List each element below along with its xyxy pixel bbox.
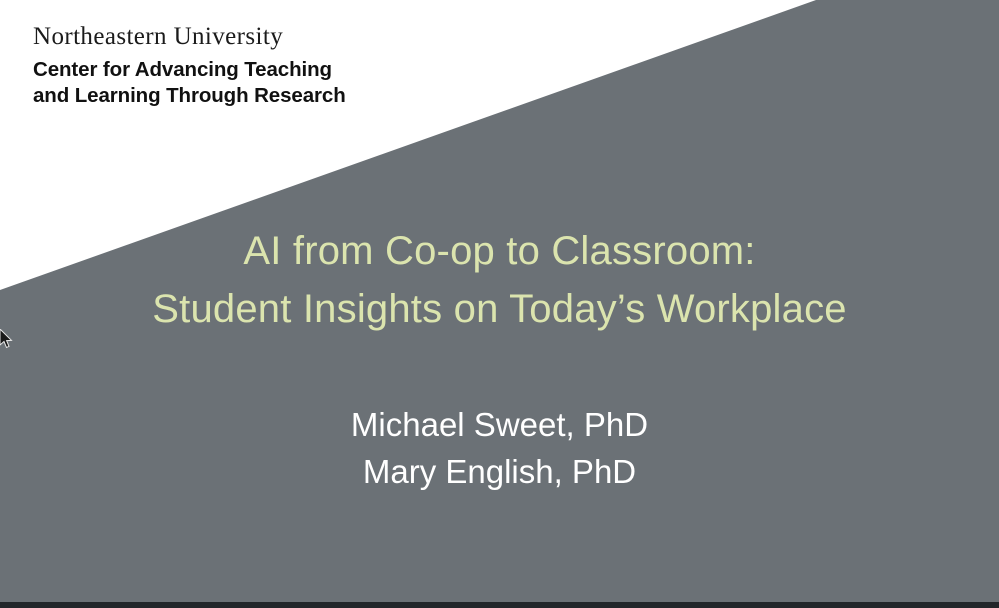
presenter-list bbox=[0, 402, 999, 496]
institution-center-line-2: and Learning Through Research bbox=[33, 83, 346, 107]
presenter-name-1: Michael Sweet, PhD bbox=[350, 406, 649, 443]
bottom-band bbox=[0, 602, 999, 608]
presenter-name-2: Mary English, PhD bbox=[362, 452, 637, 490]
mouse-cursor-icon bbox=[0, 329, 14, 351]
institution-name: Northeastern University bbox=[33, 23, 284, 50]
slide-title-line-2: Student Insights on Today’s Workplace bbox=[152, 287, 847, 331]
slide-title bbox=[0, 222, 999, 338]
institution-logo-text bbox=[33, 22, 463, 108]
institution-center-line-1: Center for Advancing Teaching bbox=[33, 57, 332, 81]
slide-title-line-1: AI from Co-op to Classroom: bbox=[243, 229, 756, 273]
